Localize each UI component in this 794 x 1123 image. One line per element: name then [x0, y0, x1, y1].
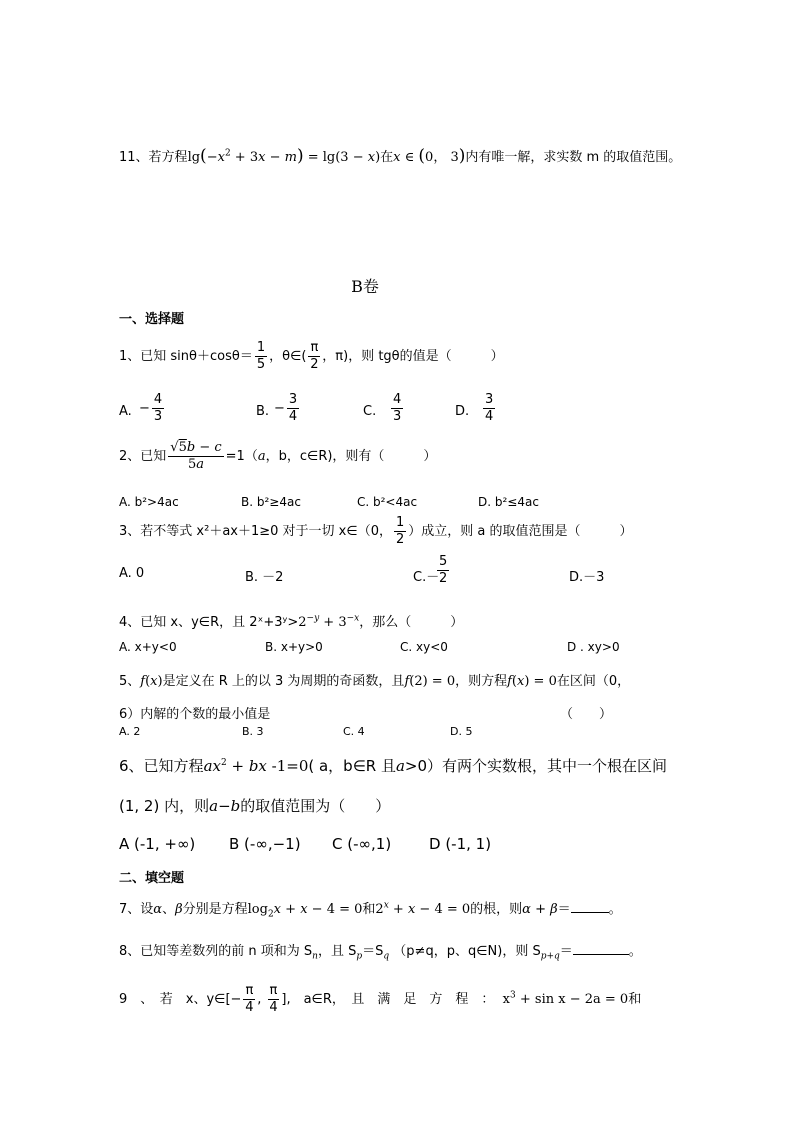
option-b: B. 3 — [242, 725, 264, 738]
option-d: D. 5 — [450, 725, 473, 738]
question-4: 4、已知 x、y∈R，且 $2ˣ+3ʸ>2^{-y} + 3^{-x}$，那么（ ） — [119, 613, 464, 630]
option-b: B. — [256, 404, 270, 419]
option-d: D (-1, 1) — [429, 835, 492, 853]
option-a: A. — [119, 404, 132, 419]
option-d: D.－3 — [569, 570, 605, 585]
option-d: D . xy>0 — [567, 640, 620, 654]
option-a: A. x+y<0 — [119, 640, 177, 654]
fraction: $\frac{√5b - c}{5a}$ — [170, 440, 222, 472]
option-b: B. b²≥4ac — [241, 495, 301, 509]
question-5: 5、f(x)是定义在 R 上的以 3 为周期的奇函数，且f(2) = 0，则方程f(x) = 0在区间（0， — [119, 674, 631, 689]
equation: $\lg(-x^2 + 3x - m) = \lg(3 - x)$ — [187, 146, 381, 166]
question-7: 7、设α、β分别是方程$\log_2x + x - 4 = 0$和$2^x + x - 4 = 0$的根，则α + β＝ 。 — [119, 900, 622, 920]
option-a: A. 2 — [119, 725, 141, 738]
fraction: $\frac{\pi}{2}$ — [310, 340, 319, 372]
fraction: $\frac{1}{2}$ — [395, 515, 405, 547]
option-c: C. b²<4ac — [357, 495, 418, 509]
question-number: 11、 — [119, 150, 149, 165]
part-heading-fill: 二、填空题 — [119, 871, 185, 886]
option-b: B. －2 — [245, 570, 284, 585]
question-11: 11、若方程$\lg(-x^2 + 3x - m) = \lg(3 - x)$在x ∈ (0， 3)内有唯一解，求实数 m 的取值范围。 — [119, 146, 682, 166]
option-a: A. b²>4ac — [119, 495, 179, 509]
section-title: B卷 — [351, 277, 379, 296]
answer-blank[interactable] — [571, 912, 609, 913]
answer-paren: （ ） — [560, 707, 613, 722]
question-3: 3、若不等式 x²＋ax＋1≥0 对于一切 x∈（0， $\frac{1}{2}$ ）成立，则 a 的取值范围是（ ） — [119, 515, 633, 547]
fraction: $\frac{1}{5}$ — [256, 340, 266, 372]
option-b: B. x+y>0 — [265, 640, 323, 654]
option-a: A. 0 — [119, 566, 145, 581]
option-c: C (-∞,1) — [332, 835, 392, 853]
option-c: C.－ — [413, 570, 440, 585]
option-c: C. xy<0 — [400, 640, 448, 654]
question-6: 6、已知方程$ax^2$ + bx -1=0( a，b∈R 且a>0）有两个实数根，其中一个根在区间 — [119, 757, 668, 775]
question-5-line2: 6）内解的个数的最小值是 （ ） — [119, 703, 270, 722]
question-8: 8、已知等差数列的前 n 项和为 $S_n$，且 $S_p=S_q$ （p≠q，p、q∈N)，则 $S_{p+q}=$ 。 — [119, 944, 642, 962]
question-2: 2、已知 $\frac{√5b - c}{5a}$ =1（a，b，c∈R)，则有（ ） — [119, 440, 437, 472]
part-heading-choice: 一、选择题 — [119, 312, 185, 327]
option-a: A (-1, +∞) — [119, 835, 196, 853]
interval: x ∈ (0， 3) — [393, 146, 466, 166]
option-d: D. b²≤4ac — [478, 495, 539, 509]
answer-blank[interactable] — [573, 954, 629, 955]
question-1: 1、已知 sinθ＋cosθ＝ $\frac{1}{5}$ ，θ∈( $\frac{\pi}{2}$ ，π)，则 tgθ的值是（ ） — [119, 340, 504, 372]
option-b: B (-∞,−1) — [229, 835, 301, 853]
question-9: 9 、 若 x、y∈[− $\frac{\pi}{4}$ , $\frac{\pi}{4}$ ], a∈R， 且 满 足 方 程 ： $x^3 + \sin x - 2a = 0$和 — [119, 983, 642, 1015]
option-c: C. 4 — [343, 725, 365, 738]
question-6-line2: (1, 2) 内，则a−b的取值范围为（ ） — [119, 797, 391, 815]
option-c: C. — [363, 404, 377, 419]
option-d: D. — [455, 404, 470, 419]
